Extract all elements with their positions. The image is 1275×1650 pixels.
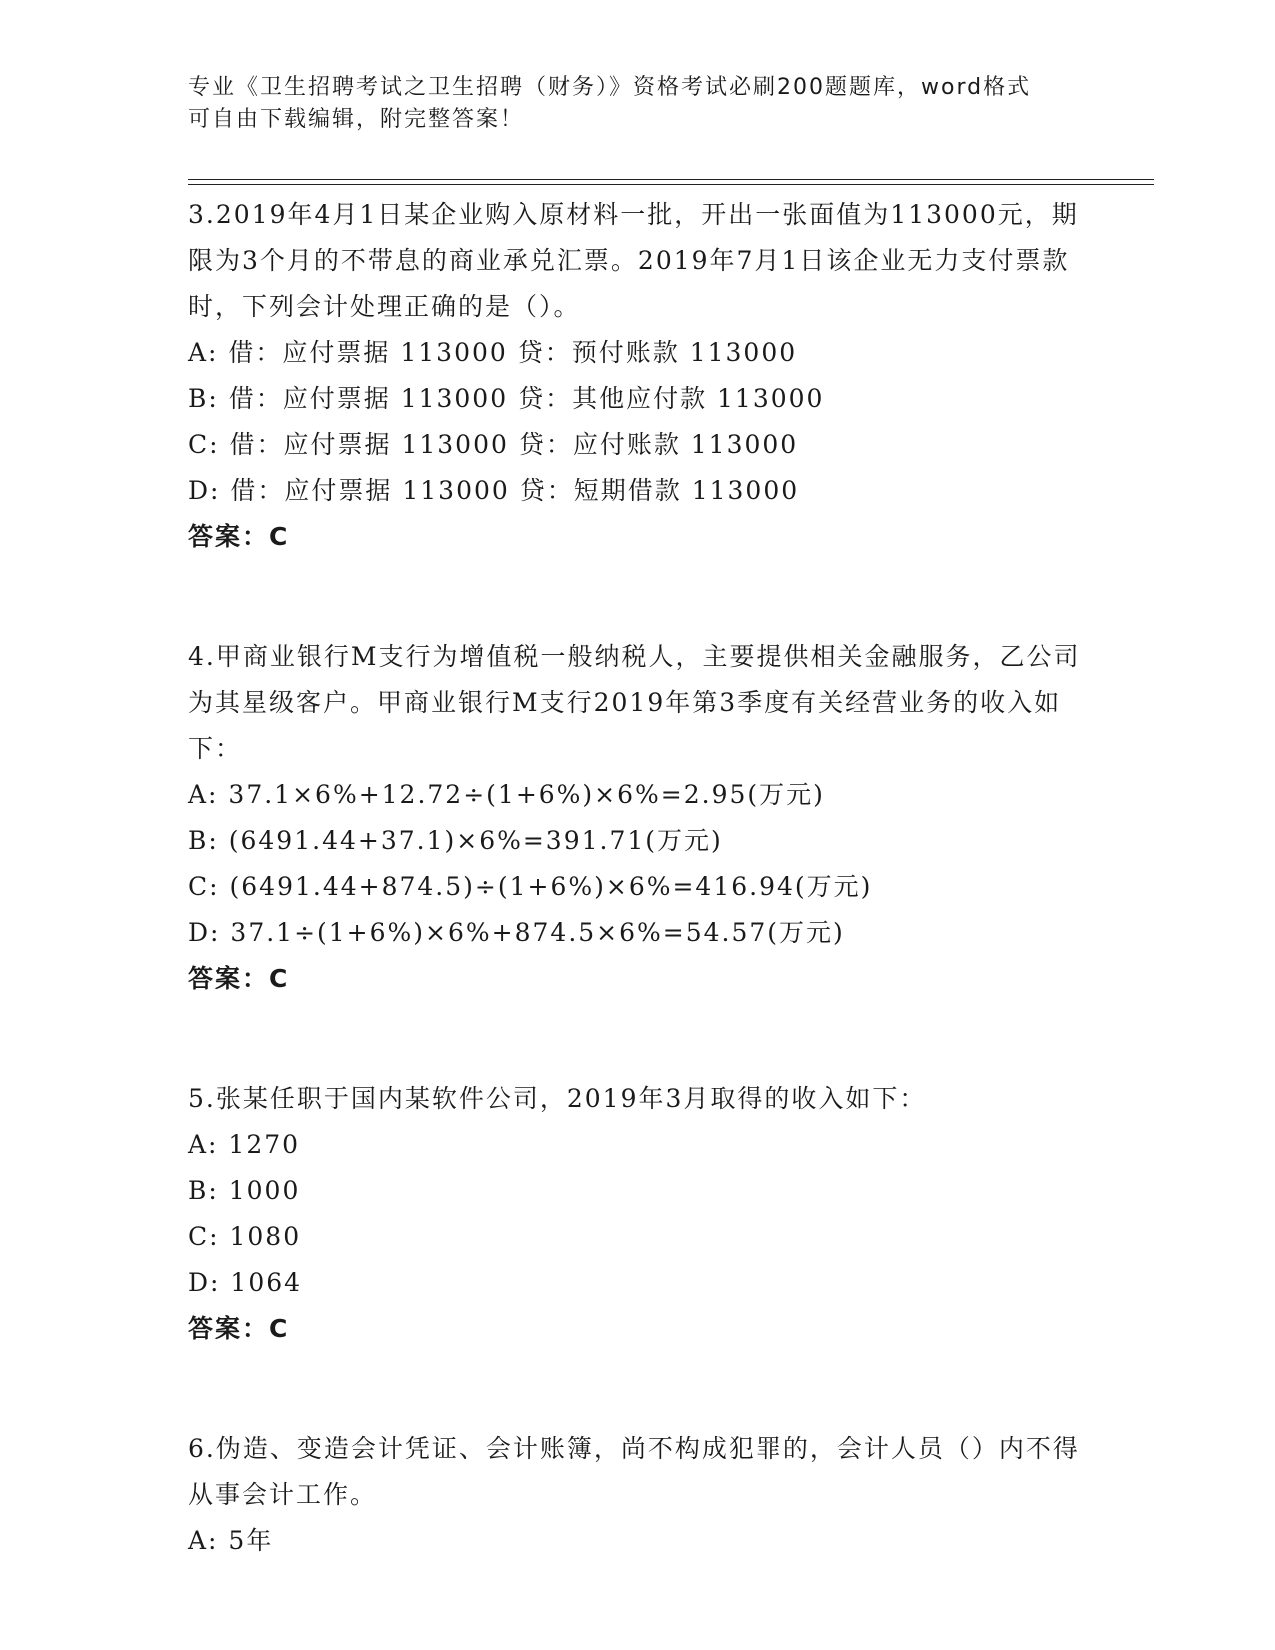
option-a: A: 37.1×6%+12.72÷(1+6%)×6%=2.95(万元) <box>188 780 825 809</box>
answer-line: 答案：C <box>188 1314 290 1343</box>
option-c: C: (6491.44+874.5)÷(1+6%)×6%=416.94(万元) <box>188 872 873 901</box>
question-list <box>188 192 1088 1564</box>
question-5 <box>188 1076 1088 1352</box>
answer-line: 答案：C <box>188 964 290 993</box>
question-stem: 6.伪造、变造会计凭证、会计账簿，尚不构成犯罪的，会计人员（）内不得从事会计工作。 <box>188 1434 1080 1509</box>
header-divider-top <box>188 179 1154 180</box>
answer-line: 答案：C <box>188 522 290 551</box>
question-stem: 3.2019年4月1日某企业购入原材料一批，开出一张面值为113000元，期限为3个月的不带息的商业承兑汇票。2019年7月1日该企业无力支付票款时，下列会计处理正确的是（）。 <box>188 200 1079 321</box>
option-a: A: 借：应付票据 113000 贷：预付账款 113000 <box>188 338 798 367</box>
header-line-1: 专业《卫生招聘考试之卫生招聘（财务）》资格考试必刷200题题库，word格式 <box>188 75 1032 100</box>
header-line-2: 可自由下载编辑，附完整答案！ <box>188 107 525 132</box>
option-c: C: 借：应付票据 113000 贷：应付账款 113000 <box>188 430 799 459</box>
option-b: B: (6491.44+37.1)×6%=391.71(万元) <box>188 826 723 855</box>
question-stem: 4.甲商业银行M支行为增值税一般纳税人，主要提供相关金融服务，乙公司为其星级客户。甲商业银行M支行2019年第3季度有关经营业务的收入如下： <box>188 642 1081 763</box>
option-a: A: 5年 <box>188 1526 274 1555</box>
header-divider-bottom <box>188 184 1154 185</box>
option-b: B: 借：应付票据 113000 贷：其他应付款 113000 <box>188 384 825 413</box>
option-c: C: 1080 <box>188 1222 302 1251</box>
question-6 <box>188 1426 1088 1564</box>
option-d: D: 1064 <box>188 1268 303 1297</box>
question-4 <box>188 634 1088 1002</box>
question-stem: 5.张某任职于国内某软件公司，2019年3月取得的收入如下： <box>188 1084 927 1113</box>
option-d: D: 借：应付票据 113000 贷：短期借款 113000 <box>188 476 800 505</box>
option-b: B: 1000 <box>188 1176 301 1205</box>
question-3 <box>188 192 1088 560</box>
document-header <box>188 72 1088 136</box>
option-d: D: 37.1÷(1+6%)×6%+874.5×6%=54.57(万元) <box>188 918 845 947</box>
option-a: A: 1270 <box>188 1130 301 1159</box>
